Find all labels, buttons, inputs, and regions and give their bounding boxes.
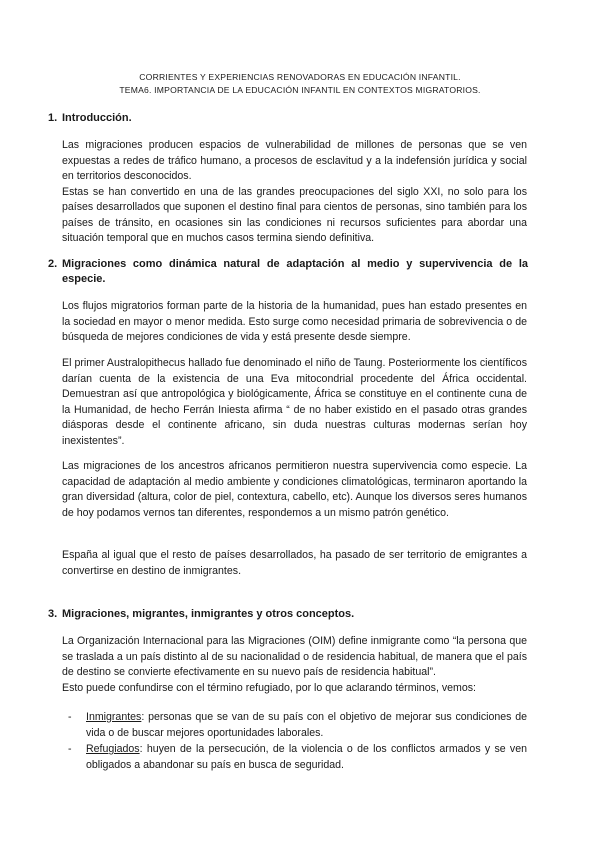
section-3-heading: Migraciones, migrantes, inmigrantes y otros conceptos. (62, 608, 355, 620)
definition-inmigrantes: : personas que se van de su país con el objetivo de mejorar sus condiciones de vida o de buscar mejores oportunidades laborales. (86, 711, 527, 739)
section-2-number: 2. (48, 258, 58, 270)
term-refugiados: Refugiados (86, 743, 140, 755)
definitions-list (62, 710, 527, 774)
definition-refugiados: : huyen de la persecución, de la violencia o de los conflictos armados y se ven obligados a abandonar su país en busca de seguridad. (86, 743, 527, 771)
section-1-paragraph-1: Las migraciones producen espacios de vulnerabilidad de millones de personas que se ven expuestas a redes de tráfico humano, a procesos de esclavitud y a la indefensión jurídica y social en territorios desconocidos. (62, 139, 527, 182)
section-2-paragraph-3: Las migraciones de los ancestros africanos permitieron nuestra supervivencia como especie. La capacidad de adaptación al medio ambiente y condiciones climatológicas, terminaron aportando la gran diversidad (altura, color de piel, contextura, cabello, etc). Aunque los diversos seres humanos de hoy podamos vernos tan diferentes, respondemos a un mismo patrón genético. (62, 460, 527, 519)
list-dash: - (68, 743, 72, 755)
section-1-heading: Introducción. (62, 112, 132, 124)
section-1-title (48, 111, 528, 126)
list-item (62, 742, 527, 773)
section-2-title (48, 257, 528, 287)
section-3-number: 3. (48, 608, 58, 620)
list-dash: - (68, 711, 72, 723)
document-header (60, 71, 540, 96)
header-line-1: CORRIENTES Y EXPERIENCIAS RENOVADORAS EN EDUCACIÓN INFANTIL. (139, 72, 461, 82)
section-2-paragraph-2: El primer Australopithecus hallado fue denominado el niño de Taung. Posteriormente los científicos darían cuenta de la existencia de una Eva mitocondrial procedente del África occidental. Demuestran así que antropológica y biológicamente, África se constituye en el continente cuna de la Humanidad, de hecho Ferrán Iniesta afirma “ de no haber existido en el pasado otras grandes diásporas desde el continente africano, sin duda nuestras culturas modernas serían hoy inexistentes”. (62, 357, 527, 447)
header-line-2: TEMA6. IMPORTANCIA DE LA EDUCACIÓN INFANTIL EN CONTEXTOS MIGRATORIOS. (119, 84, 481, 95)
section-2-heading: Migraciones como dinámica natural de adaptación al medio y supervivencia de la especie. (62, 258, 528, 285)
list-item (62, 710, 527, 741)
section-3-body (62, 634, 527, 696)
section-1-paragraph-2: Estas se han convertido en una de las grandes preocupaciones del siglo XXI, no solo para los países desarrollados que suponen el destino final para cientos de personas, sino también para los países de tránsito, en ocasiones sin las condiciones ni recursos suficientes para abordar una situación temporal que en muchos casos termina siendo definitiva. (62, 185, 527, 244)
section-1-body (62, 138, 527, 247)
section-2-paragraph-4: España al igual que el resto de países desarrollados, ha pasado de ser territorio de emigrantes a convertirse en destino de inmigrantes. (62, 549, 527, 577)
section-1-number: 1. (48, 112, 58, 124)
section-3-title (48, 607, 528, 622)
section-3-paragraph-2: Esto puede confundirse con el término refugiado, por lo que aclarando términos, vemos: (62, 681, 476, 694)
term-inmigrantes: Inmigrantes (86, 711, 142, 723)
section-2-paragraph-1: Los flujos migratorios forman parte de la historia de la humanidad, pues han estado presentes en la sociedad en mayor o menor medida. Esto surge como necesidad primaria de sobrevivencia o de búsqueda de mejores condiciones de vida y está presente desde siempre. (62, 300, 527, 343)
section-3-paragraph-1: La Organización Internacional para las Migraciones (OIM) define inmigrante como “la persona que se traslada a un país distinto al de su nacionalidad o de residencia habitual, de manera que el país de destino se convierte efectivamente en su nuevo país de residencia habitual”. (62, 635, 527, 678)
